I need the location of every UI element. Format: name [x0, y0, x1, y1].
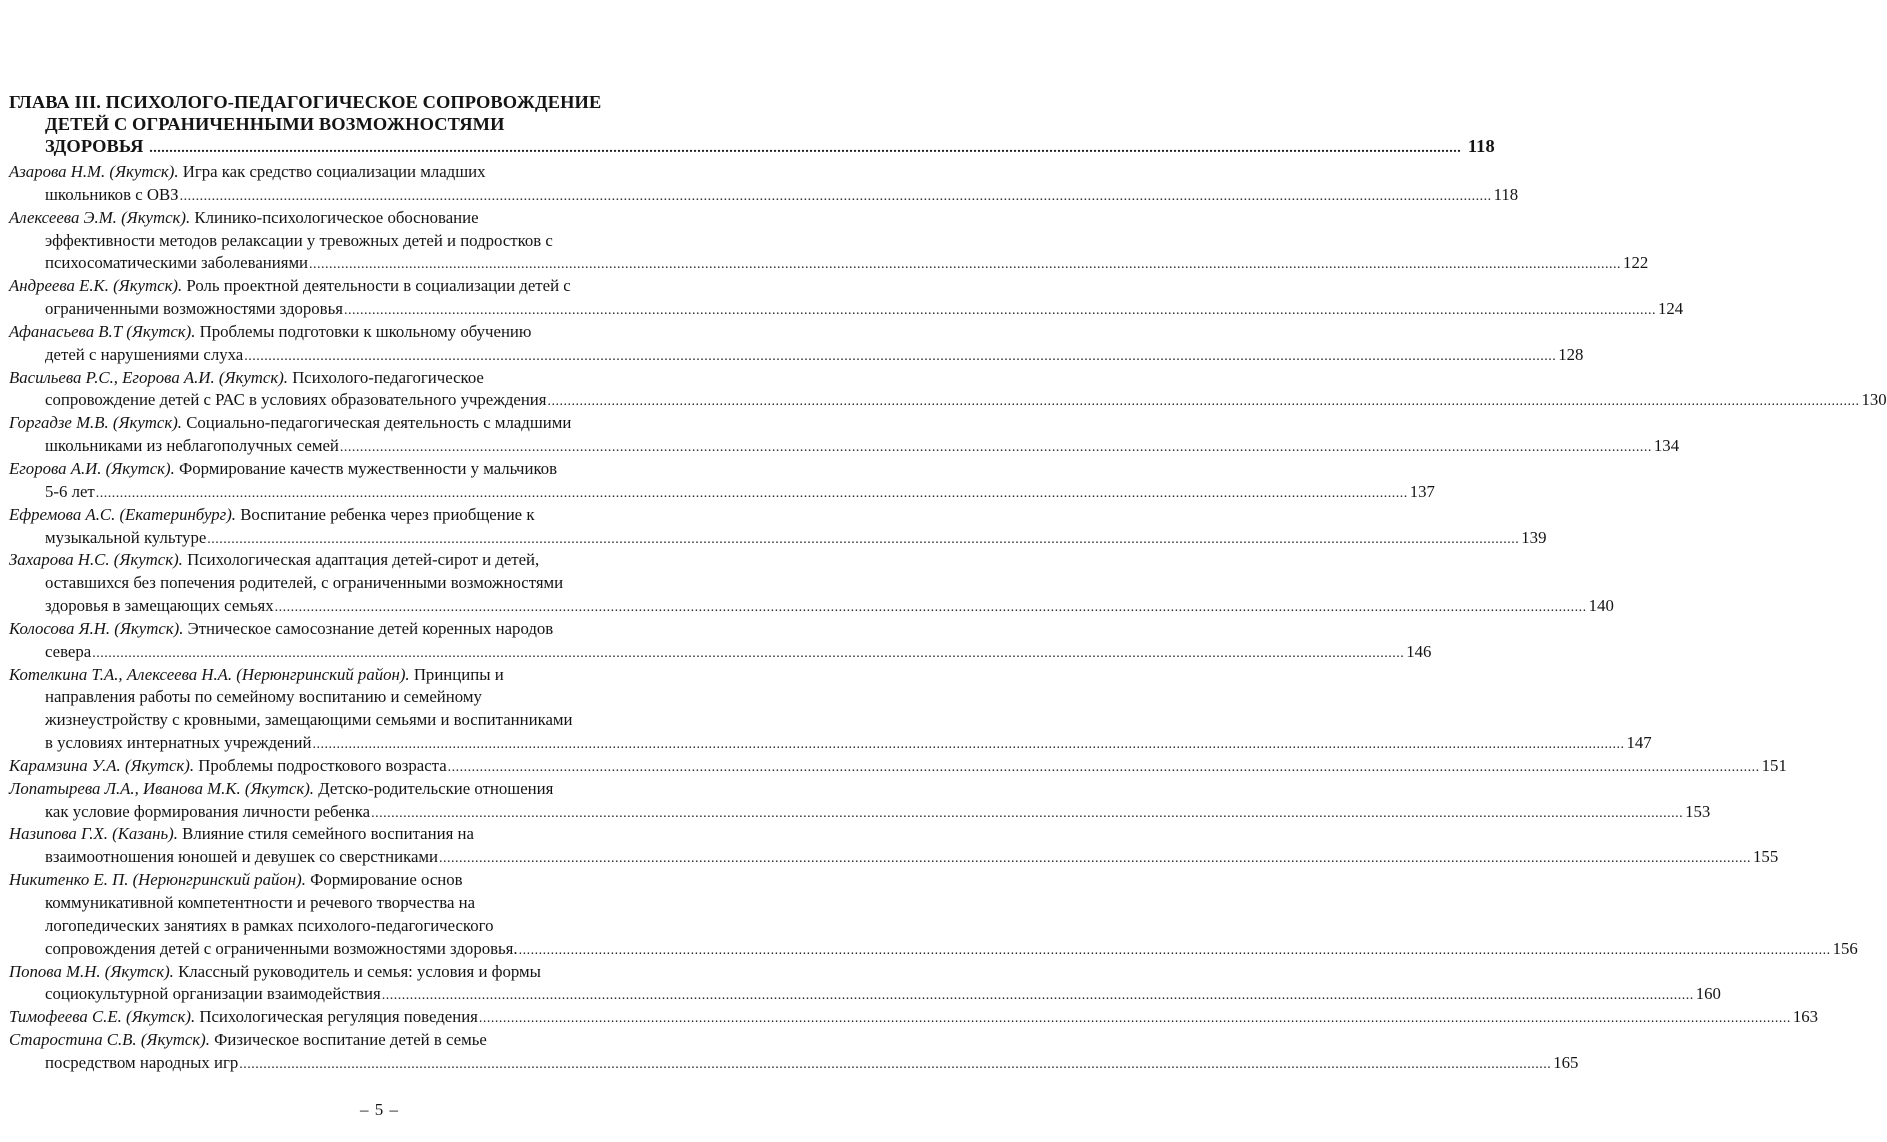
entry-page-number: 128: [1558, 344, 1584, 364]
toc-entry: [9, 161, 1519, 207]
entry-author: Горгадзе М.В. (Якутск).: [9, 413, 183, 433]
entry-title: Формирование качеств мужественности у мальчиков: [179, 458, 558, 478]
entry-author: Тимофеева С.Е. (Якутск).: [9, 1007, 196, 1027]
entry-title-end: взаимоотношения юношей и девушек со сверстниками: [45, 847, 439, 867]
page-folio: – 5 –: [360, 1100, 399, 1119]
entry-page-number: 160: [1695, 984, 1721, 1004]
entry-page-number: 151: [1761, 755, 1787, 775]
chapter-heading: [9, 91, 1495, 160]
entry-title: Принципы и: [413, 664, 504, 684]
entry-title: Психологическая регуляция поведения: [199, 1007, 478, 1027]
entry-page-number: 165: [1553, 1052, 1579, 1072]
toc-entry: [9, 755, 1787, 778]
entry-author: Назипова Г.Х. (Казань).: [9, 824, 178, 844]
toc-entry-line: коммуникативной компетентности и речевого творчества на: [45, 893, 476, 912]
dot-leader: [548, 391, 1860, 414]
toc-entry-line: [9, 1052, 1579, 1075]
entry-author: Никитенко Е. П. (Нерюнгринский район).: [9, 870, 306, 890]
entry-title-end: как условие формирования личности ребенка: [45, 801, 371, 821]
dot-leader: [519, 940, 1831, 963]
entry-page-number: 140: [1588, 596, 1614, 616]
entry-page-number: 163: [1792, 1007, 1819, 1027]
toc-entry: [9, 504, 1547, 550]
entry-title: Этническое самосознание детей коренных народов: [187, 618, 554, 638]
dot-leader: [92, 643, 1404, 666]
entry-title-end: сопровождение детей с РАС в условиях образовательного учреждения: [45, 390, 547, 410]
entry-author: Афанасьева В.Т (Якутск).: [9, 321, 196, 341]
entry-page-number: 122: [1623, 253, 1649, 273]
entry-author: Лопатырева Л.А., Иванова М.К. (Якутск).: [9, 778, 314, 798]
entry-title: Классный руководитель и семья: условия и формы: [178, 961, 541, 981]
toc-entry-line: [9, 458, 671, 481]
entry-title-end: в условиях интернатных учреждений: [45, 733, 312, 753]
chapter-heading-line-3: [9, 135, 1495, 160]
entry-title: Проблемы подросткового возраста: [198, 755, 447, 775]
entry-page-number: 124: [1657, 299, 1684, 319]
entry-title-end: социокультурной организации взаимодействия: [45, 984, 381, 1004]
entry-title-end: здоровья в замещающих семьях: [45, 596, 274, 616]
toc-entry-line: [9, 641, 1432, 664]
toc-entry-line: [9, 846, 1779, 869]
toc-entry: [9, 961, 1721, 1007]
entry-title: Психологическая адаптация детей-сирот и детей,: [187, 550, 540, 570]
entry-title-end: школьниками из неблагополучных семей: [45, 436, 339, 456]
toc-entry: [9, 664, 1652, 755]
dot-leader: [180, 186, 1492, 209]
entry-title-end: школьников с ОВЗ: [45, 184, 179, 204]
toc-entry: [9, 1029, 1579, 1075]
entry-page-number: 134: [1653, 436, 1680, 456]
toc-entry: [9, 549, 1614, 618]
entry-title-end: сопровождения детей с ограниченными возможностями здоровья.: [45, 938, 518, 958]
dot-leader: [149, 141, 1461, 156]
toc-entry-line: [9, 983, 1721, 1006]
entry-author: Захарова Н.С. (Якутск).: [9, 550, 183, 570]
dot-leader: [244, 346, 1556, 369]
entry-author: Колосова Я.Н. (Якутск).: [9, 618, 184, 638]
toc-entry: [9, 618, 1432, 664]
toc-entry-line: [9, 367, 671, 390]
toc-entry-line: [9, 275, 671, 298]
toc-entry-line: [9, 732, 1652, 755]
toc-entry: [9, 458, 1435, 504]
entry-title: Физическое воспитание детей в семье: [214, 1030, 487, 1050]
chapter-heading-line-2: ДЕТЕЙ С ОГРАНИЧЕННЫМИ ВОЗМОЖНОСТЯМИ: [45, 114, 505, 134]
toc-entry: [9, 778, 1711, 824]
chapter-heading-line-1: ГЛАВА III. ПСИХОЛОГО-ПЕДАГОГИЧЕСКОЕ СОПРОВОЖДЕНИЕ: [9, 92, 602, 112]
toc-entry-line: [9, 161, 671, 184]
toc-entry: [9, 275, 1684, 321]
toc-entry-line: [9, 184, 1519, 207]
toc-entry-line: логопедических занятиях в рамках психолого-педагогического: [45, 915, 494, 935]
toc-entry-line: [9, 504, 671, 527]
entry-title-end: 5-6 лет: [45, 481, 95, 501]
toc-entry-line: [9, 664, 671, 687]
entry-page-number: 118: [1493, 184, 1519, 204]
dot-leader: [309, 254, 1621, 277]
entry-title-end: ограниченными возможностями здоровья: [45, 299, 343, 319]
entry-author: Котелкина Т.А., Алексеева Н.А. (Нерюнгринский район).: [9, 664, 410, 684]
entry-page-number: 153: [1685, 801, 1711, 821]
toc-entry-line: [9, 435, 1680, 458]
dot-leader: [340, 437, 1652, 460]
toc-entry-line: [9, 412, 671, 435]
toc-entry-line: [9, 481, 1435, 504]
toc-entry-line: жизнеустройству с кровными, замещающими семьями и воспитанниками: [45, 710, 573, 730]
dot-leader: [207, 529, 1519, 552]
toc-entry-line: [9, 961, 671, 984]
toc-entry-list: [9, 161, 1887, 1075]
toc-entry-line: [9, 252, 1649, 275]
entry-page-number: 147: [1626, 733, 1652, 753]
dot-leader: [439, 848, 1751, 871]
entry-page-number: 130: [1861, 390, 1887, 410]
toc-entry-line: [9, 869, 671, 892]
entry-page-number: 139: [1521, 527, 1547, 547]
toc-entry-line: оставшихся без попечения родителей, с ограниченными возможностями: [45, 573, 564, 593]
toc-entry-line: [9, 1029, 671, 1052]
dot-leader: [96, 483, 1408, 506]
entry-title: Клинико-психологическое обоснование: [194, 207, 479, 227]
entry-author: Васильева Р.С., Егорова А.И. (Якутск).: [9, 367, 288, 387]
toc-entry-first-text: [9, 1006, 478, 1029]
toc-entry: [9, 367, 1887, 413]
entry-title: Проблемы подготовки к школьному обучению: [199, 321, 532, 341]
entry-page-number: 146: [1406, 641, 1432, 661]
toc-entry-line: [9, 527, 1547, 550]
entry-author: Старостина С.В. (Якутск).: [9, 1030, 210, 1050]
toc-entry-line: [9, 344, 1584, 367]
entry-page-number: 155: [1753, 847, 1779, 867]
toc-entry-line: [9, 549, 671, 572]
entry-title: Роль проектной деятельности в социализации детей с: [186, 276, 571, 296]
toc-entry: [9, 412, 1680, 458]
entry-title: Формирование основ: [310, 870, 463, 890]
entry-author: Егорова А.И. (Якутск).: [9, 458, 175, 478]
entry-title: Воспитание ребенка через приобщение к: [240, 504, 535, 524]
toc-entry-line: [9, 298, 1684, 321]
toc-entry: [9, 823, 1779, 869]
toc-entry-line: [9, 595, 1614, 618]
chapter-heading-text: ЗДОРОВЬЯ: [45, 136, 144, 156]
dot-leader: [448, 757, 1760, 780]
entry-title-end: психосоматическими заболеваниями: [45, 253, 309, 273]
dot-leader: [275, 597, 1587, 620]
entry-author: Алексеева Э.М. (Якутск).: [9, 207, 191, 227]
toc-entry-line: [9, 389, 1887, 412]
toc-entry-line: [9, 207, 671, 230]
entry-author: Азарова Н.М. (Якутск).: [9, 162, 179, 181]
toc-entry-line: [9, 1006, 1819, 1029]
entry-title-end: музыкальной культуре: [45, 527, 207, 547]
toc-entry-line: [9, 755, 1787, 778]
entry-title: Игра как средство социализации младших: [182, 162, 486, 181]
dot-leader: [344, 300, 1656, 323]
toc-entry-line: направления работы по семейному воспитанию и семейному: [45, 687, 482, 707]
toc-entry-line: [9, 618, 671, 641]
toc-entry-line: [9, 778, 671, 801]
entry-title: Влияние стиля семейного воспитания на: [182, 824, 474, 844]
dot-leader: [479, 1008, 1791, 1031]
entry-title-end: севера: [45, 641, 92, 661]
entry-page-number: 137: [1409, 481, 1435, 501]
toc-entry-line: эффективности методов релаксации у тревожных детей и подростков с: [45, 230, 553, 250]
dot-leader: [371, 803, 1683, 826]
toc-entry: [9, 207, 1649, 276]
entry-title: Психолого-педагогическое: [292, 367, 484, 387]
entry-title: Социально-педагогическая деятельность с младшими: [186, 413, 572, 433]
toc-entry: [9, 869, 1858, 960]
toc-entry-line: [9, 823, 671, 846]
entry-title: Детско-родительские отношения: [318, 778, 554, 798]
entry-page-number: 156: [1832, 938, 1858, 958]
toc-entry: [9, 1006, 1819, 1029]
entry-author: Ефремова А.С. (Екатеринбург).: [9, 504, 236, 524]
toc-entry-line: [9, 321, 671, 344]
toc-entry-first-text: [9, 755, 447, 778]
chapter-page-number: 118: [1467, 136, 1495, 156]
dot-leader: [239, 1054, 1551, 1077]
toc-entry-line: [9, 938, 1858, 961]
dot-leader: [382, 985, 1694, 1008]
entry-title-end: посредством народных игр: [45, 1052, 239, 1072]
dot-leader: [312, 734, 1624, 757]
entry-author: Андреева Е.К. (Якутск).: [9, 276, 183, 296]
entry-title-end: детей с нарушениями слуха: [45, 344, 244, 364]
toc-entry-line: [9, 801, 1711, 824]
toc-entry: [9, 321, 1584, 367]
entry-author: Карамзина У.А. (Якутск).: [9, 755, 195, 775]
entry-author: Попова М.Н. (Якутск).: [9, 961, 174, 981]
